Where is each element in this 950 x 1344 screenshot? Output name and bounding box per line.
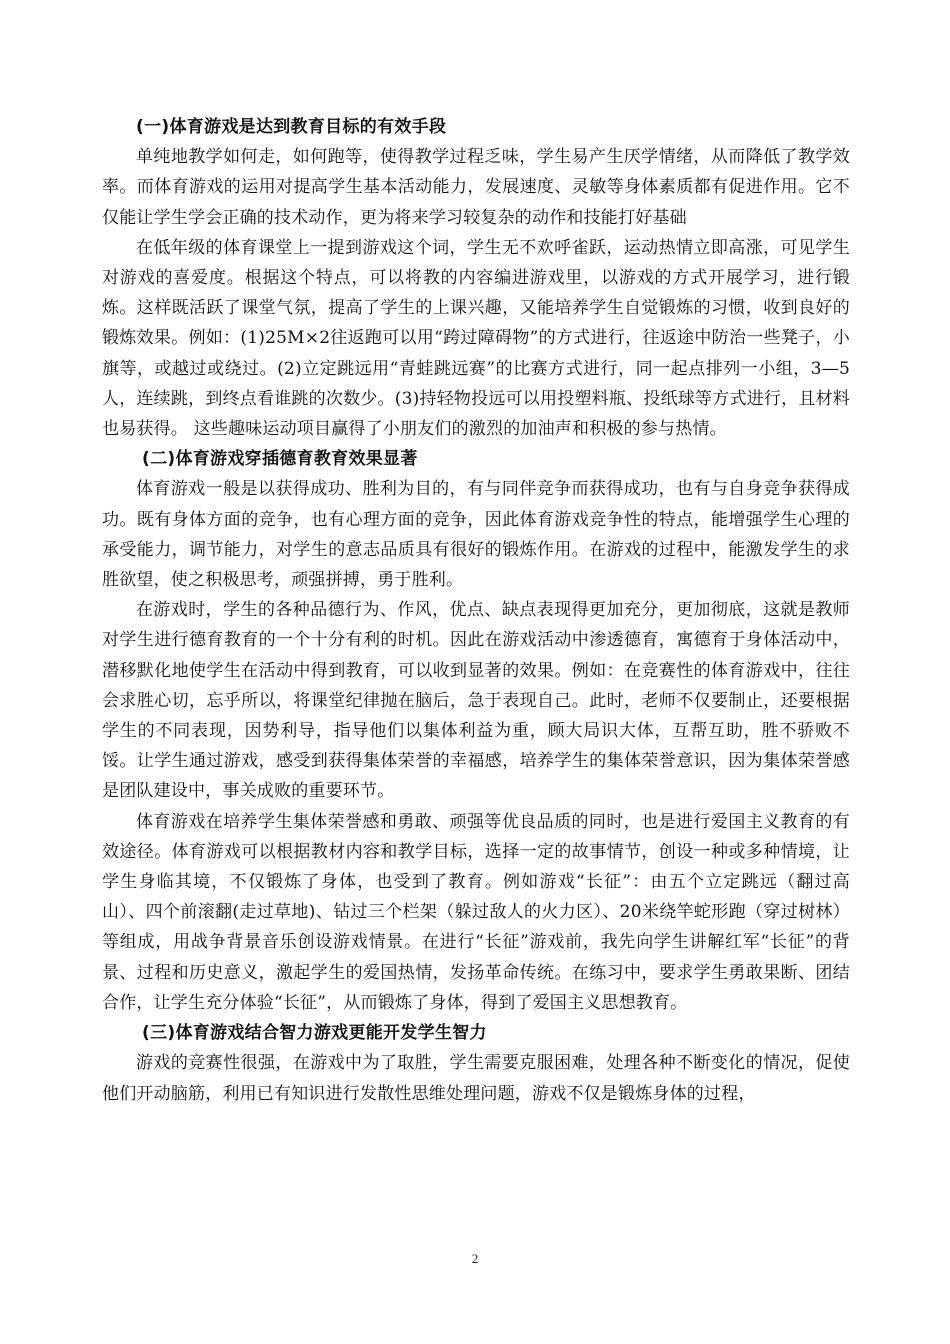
paragraph: 在游戏时，学生的各种品德行为、作风，优点、缺点表现得更加充分，更加彻底，这就是教师对学生进行德育教育的一个十分有利的时机。因此在游戏活动中渗透德育，寓德育于身体活动中，潜移默化地使学生在活动中得到教育，可以收到显著的效果。例如：在竞赛性的体育游戏中，往往会求胜心切，忘乎所以，将课堂纪律抛在脑后，急于表现自己。此时，老师不仅要制止，还要根据学生的不同表现，因势利导，指导他们以集体利益为重，顾大局识大体，互帮互助，胜不骄败不馁。让学生通过游戏，感受到获得集体荣誉的幸福感，培养学生的集体荣誉意识，因为集体荣誉感是团队建设中，事关成败的重要环节。	[102, 600, 850, 802]
paragraph: 体育游戏在培养学生集体荣誉感和勇敢、顽强等优良品质的同时，也是进行爱国主义教育的有效途径。体育游戏可以根据教材内容和教学目标，选择一定的故事情节，创设一种或多种情境，让学生身临其境，不仅锻炼了身体，也受到了教育。例如游戏“长征”：由五个立定跳远（翻过高山）、四个前滚翻(走过草地)、钻过三个栏架（躲过敌人的火力区）、20米绕竿蛇形跑（穿过树林）等组成，用战争背景音乐创设游戏情景。在进行“长征”游戏前，我先向学生讲解红军“长征”的背景、过程和历史意义，激起学生的爱国热情，发扬革命传统。在练习中，要求学生勇敢果断、团结合作，让学生充分体验“长征”，从而锻炼了身体，得到了爱国主义思想教育。	[102, 811, 850, 1013]
section-heading-1: (一)体育游戏是达到教育目标的有效手段	[136, 117, 447, 137]
page-number: 2	[471, 1251, 479, 1266]
paragraph: 在低年级的体育课堂上一提到游戏这个词，学生无不欢呼雀跃，运动热情立即高涨，可见学生对游戏的喜爱度。根据这个特点，可以将教的内容编进游戏里，以游戏的方式开展学习，进行锻炼。这样既活跃了课堂气氛，提高了学生的上课兴趣，又能培养学生自觉锻炼的习惯，收到良好的锻炼效果。例如：(1)25M×2往返跑可以用“跨过障碍物”的方式进行，往返途中防治一些凳子，小旗等，或越过或绕过。(2)立定跳远用“青蛙跳远赛”的比赛方式进行，同一起点排列一小组，3—5人，连续跳，到终点看谁跳的次数少。(3)持轻物投远可以用投塑料瓶、投纸球等方式进行，且材料也易获得。 这些趣味运动项目赢得了小朋友们的激烈的加油声和积极的参与热情。	[102, 237, 850, 440]
paragraph: 单纯地教学如何走，如何跑等，使得教学过程乏味，学生易产生厌学情绪，从而降低了教学效率。而体育游戏的运用对提高学生基本活动能力，发展速度、灵敏等身体素质都有促进作用。它不仅能让学生学会正确的技术动作，更为将来学习较复杂的动作和技能打好基础	[102, 147, 850, 228]
paragraph: 游戏的竞赛性很强，在游戏中为了取胜，学生需要克服困难，处理各种不断变化的情况，促使他们开动脑筋，利用已有知识进行发散性思维处理问题，游戏不仅是锻炼身体的过程，	[102, 1053, 850, 1104]
section-heading-2: (二)体育游戏穿插德育教育效果显著	[142, 449, 418, 470]
section-heading-3: (三)体育游戏结合智力游戏更能开发学生智力	[142, 1023, 487, 1044]
document-body	[102, 112, 850, 1109]
paragraph: 体育游戏一般是以获得成功、胜利为目的，有与同伴竞争而获得成功，也有与自身竞争获得成功。既有身体方面的竞争，也有心理方面的竞争，因此体育游戏竞争性的特点，能增强学生心理的承受能力，调节能力，对学生的意志品质具有很好的锻炼作用。在游戏的过程中，能激发学生的求胜欲望，使之积极思考，顽强拼搏，勇于胜利。	[102, 479, 850, 591]
